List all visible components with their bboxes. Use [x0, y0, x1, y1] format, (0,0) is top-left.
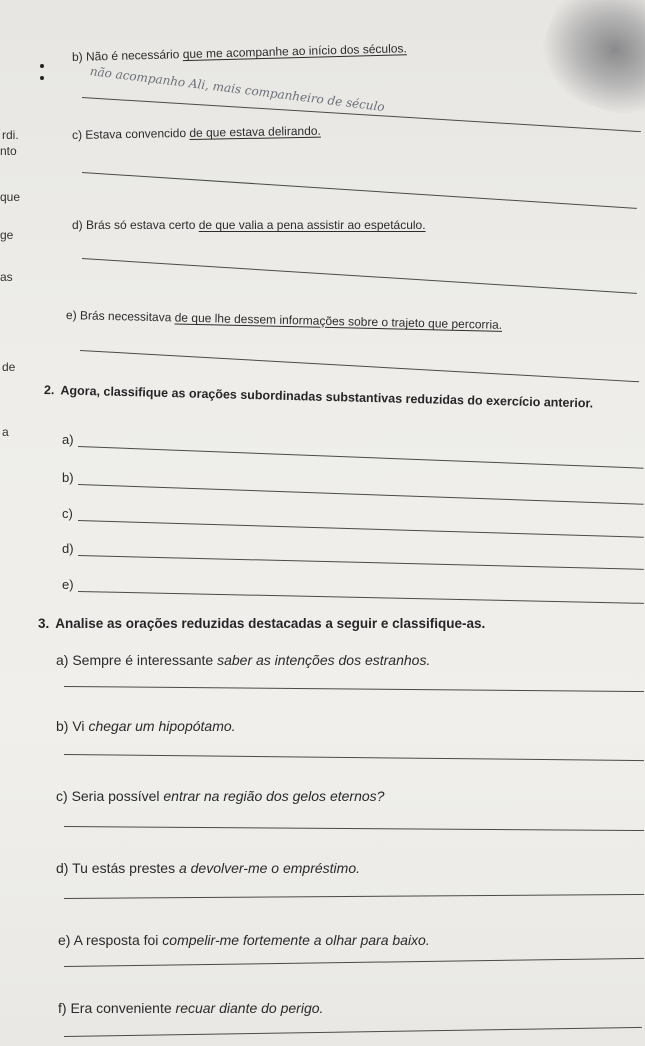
q3-answer-line-b[interactable]	[64, 754, 644, 761]
margin-fragment: ge	[0, 228, 14, 242]
margin-fragment: nto	[0, 144, 17, 158]
answer-line	[82, 172, 637, 209]
exercise-item-e: e) Brás necessitava de que lhe dessem informações sobre o trajeto que percorria.	[65, 308, 503, 332]
q3-item-f: f) Era conveniente recuar diante do perigo.	[58, 1000, 324, 1016]
answer-line	[80, 350, 639, 382]
question-2-heading: 2. Agora, classifique as orações subordinadas substantivas reduzidas do exercício anterior.	[43, 383, 594, 411]
q3-answer-line-a[interactable]	[64, 686, 644, 692]
q2-answer-line-b[interactable]	[78, 484, 644, 505]
margin-fragment: que	[0, 190, 21, 204]
handwritten-answer: não acompanho Ali, mais companheiro de século	[89, 64, 386, 115]
exercise-item-b: b) Não é necessário que me acompanhe ao início dos séculos.	[71, 41, 407, 64]
page-corner-shadow	[529, 0, 645, 130]
margin-dot	[40, 76, 44, 80]
margin-dot	[40, 64, 44, 68]
q3-answer-line-e[interactable]	[64, 958, 644, 967]
margin-fragment: a	[2, 425, 9, 439]
q2-answer-line-c[interactable]	[78, 520, 644, 538]
q2-answer-line-d[interactable]	[78, 555, 644, 570]
q2-answer-line-a[interactable]	[78, 446, 644, 469]
q2-label-c: c)	[62, 506, 73, 521]
question-3-heading: 3. Analise as orações reduzidas destacadas a seguir e classifique-as.	[38, 616, 486, 631]
q2-answer-line-e[interactable]	[78, 591, 644, 604]
q3-item-b: b) Vi chegar um hipopótamo.	[56, 718, 236, 734]
q2-label-e: e)	[62, 577, 74, 592]
margin-fragment: rdi.	[2, 128, 19, 142]
exercise-item-d: d) Brás só estava certo de que valia a pena assistir ao espetáculo.	[72, 218, 426, 232]
q3-item-a: a) Sempre é interessante saber as intenções dos estranhos.	[56, 652, 431, 668]
q2-label-a: a)	[62, 432, 74, 447]
q2-label-d: d)	[62, 541, 74, 556]
answer-line	[82, 258, 637, 294]
q3-answer-line-d[interactable]	[64, 894, 644, 899]
q3-answer-line-c[interactable]	[64, 826, 644, 831]
q2-label-b: b)	[62, 470, 74, 485]
q3-item-d: d) Tu estás prestes a devolver-me o empréstimo.	[56, 860, 360, 876]
q3-item-e: e) A resposta foi compelir-me fortemente a olhar para baixo.	[58, 932, 430, 948]
q3-answer-line-f[interactable]	[64, 1027, 642, 1037]
margin-fragment: as	[0, 270, 13, 284]
margin-fragment: de	[2, 360, 16, 374]
exercise-item-c: c) Estava convencido de que estava delirando.	[71, 123, 321, 142]
q3-item-c: c) Seria possível entrar na região dos gelos eternos?	[56, 788, 385, 804]
